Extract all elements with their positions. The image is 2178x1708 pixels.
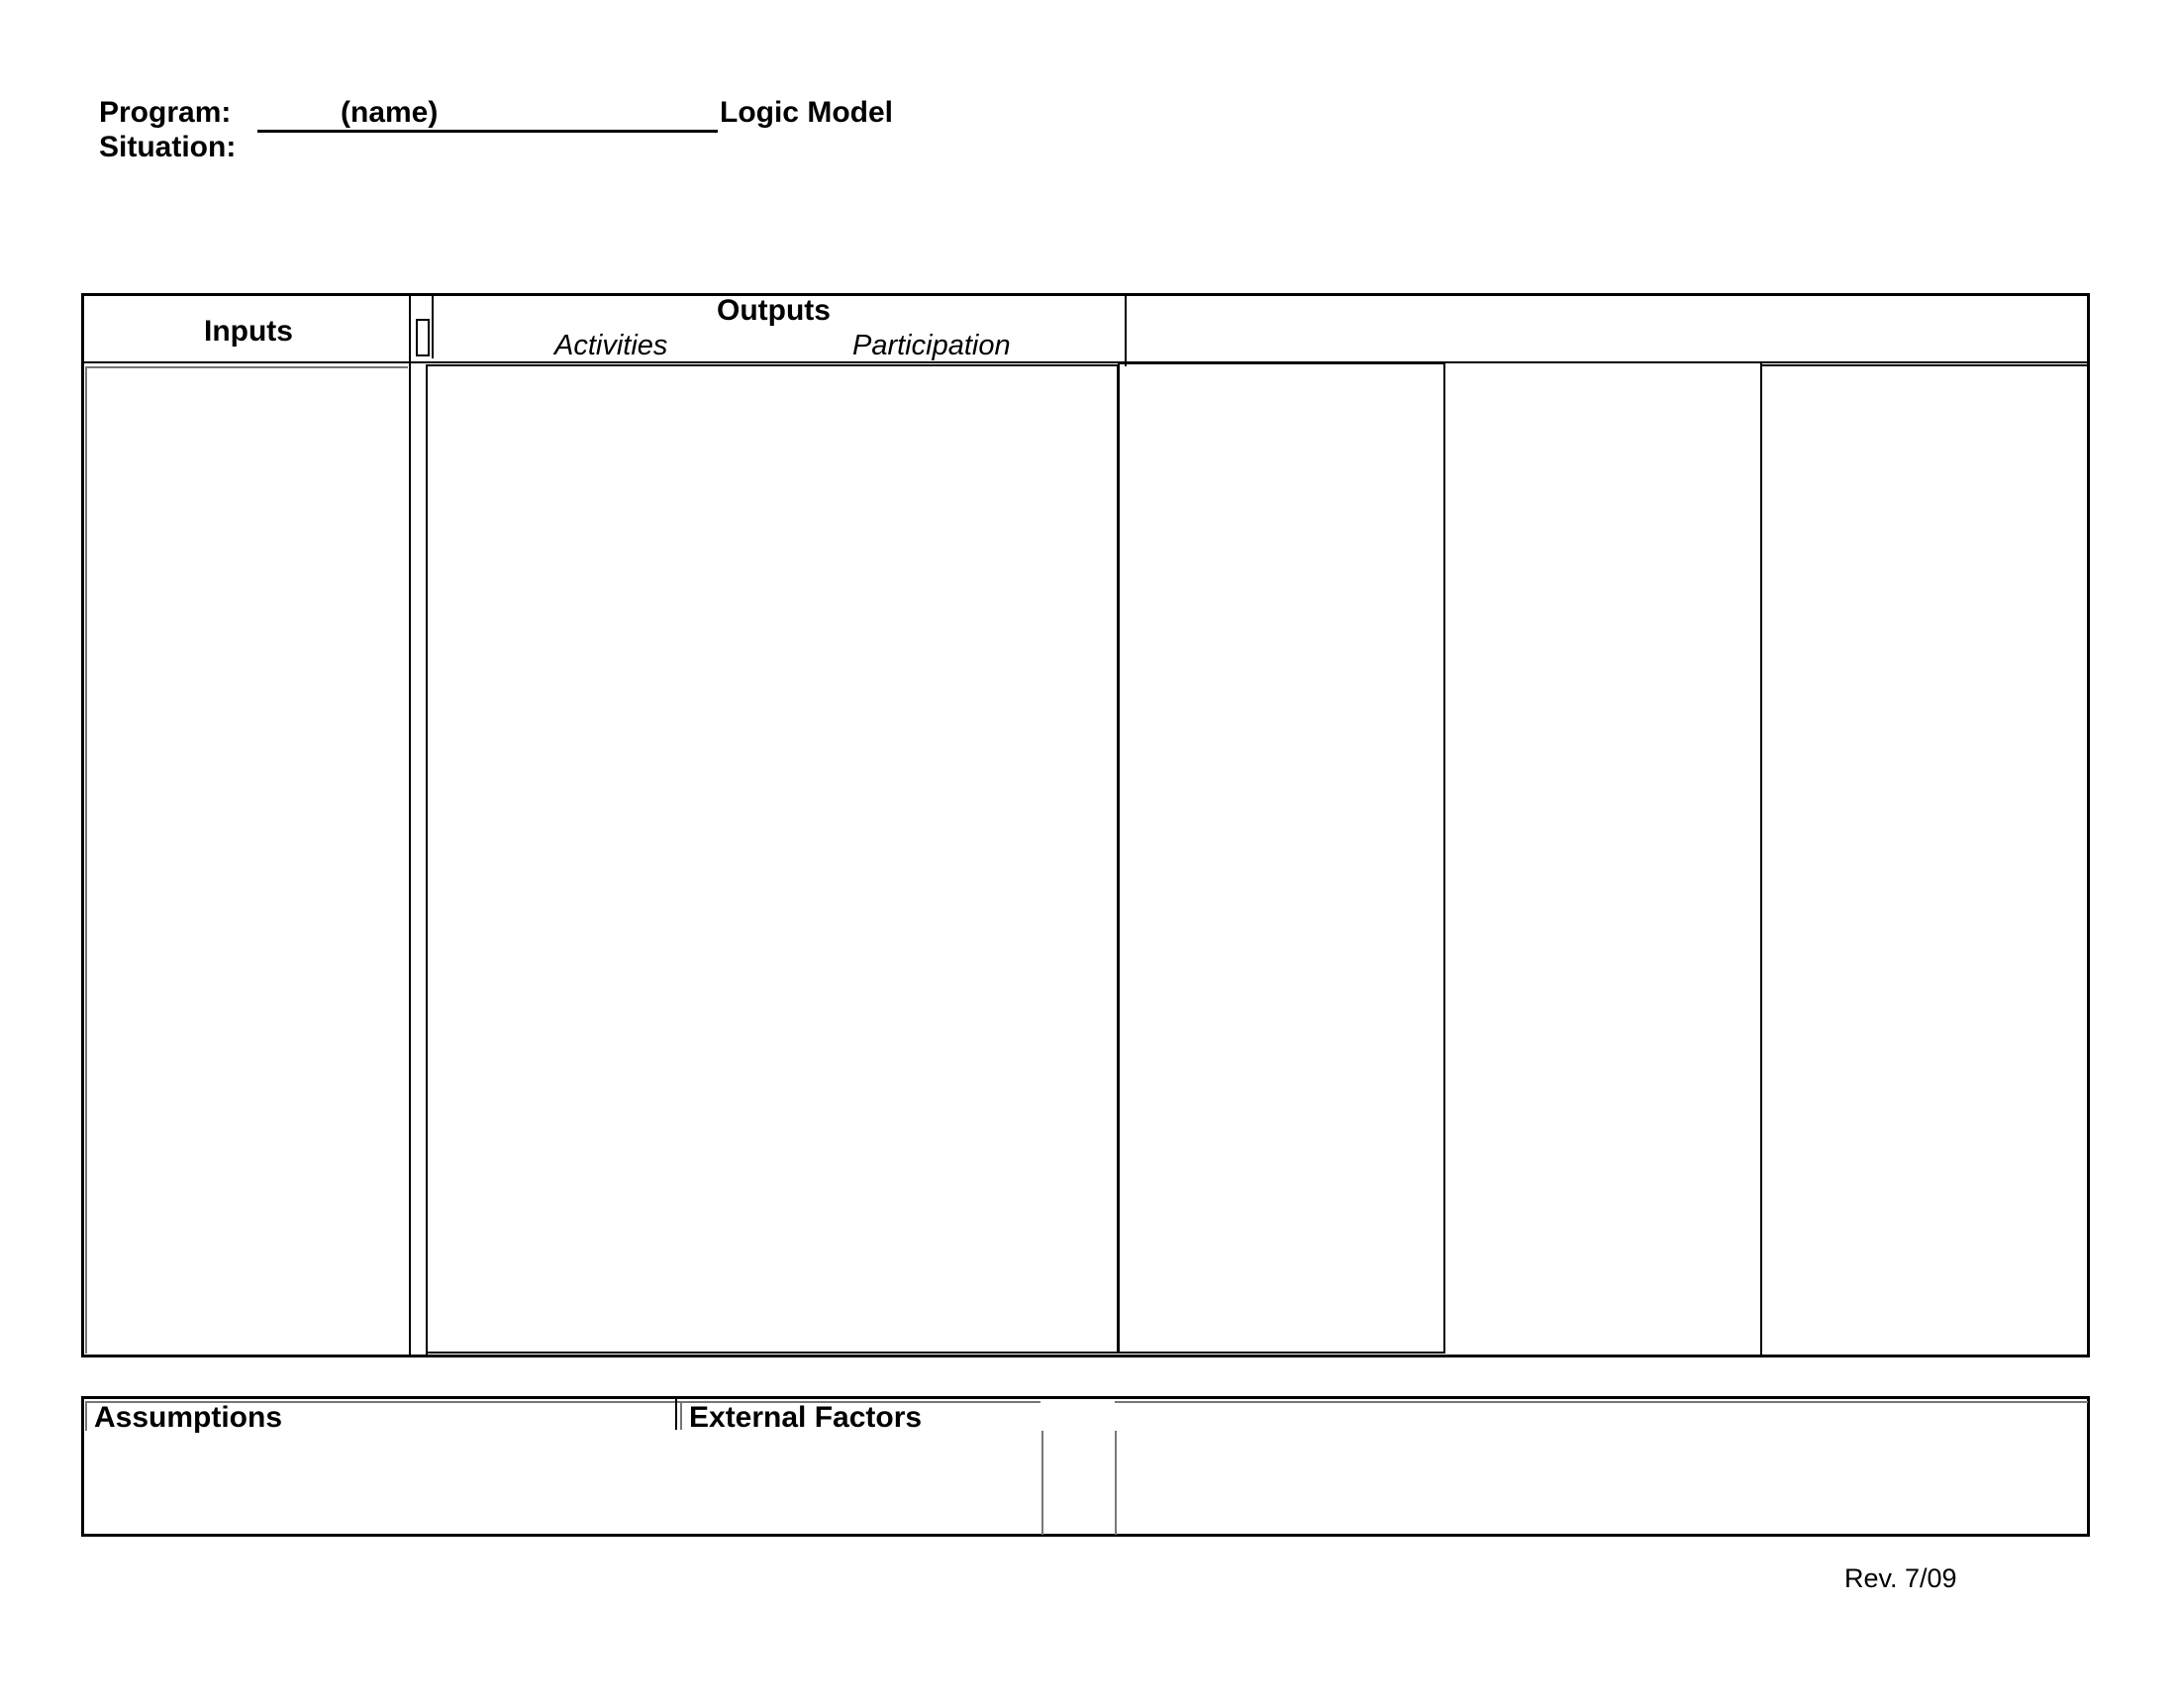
header-row-divider — [83, 361, 2088, 363]
assumptions-left-inner-edge — [85, 1401, 87, 1431]
activities-header: Activities — [554, 330, 668, 361]
bottom-gap-top — [1115, 1401, 2088, 1403]
outcome-column-1 — [1118, 362, 1445, 1354]
inputs-column-divider — [409, 295, 411, 1356]
outputs-tab-marker-line — [432, 295, 434, 358]
assumptions-external-box — [81, 1396, 2090, 1537]
outcome-column-3-top — [1760, 364, 2088, 366]
bottom-gap-right-edge — [1115, 1431, 1117, 1535]
situation-label: Situation: — [99, 131, 237, 163]
outcome-column-2-divider — [1760, 362, 1762, 1356]
logic-model-label: Logic Model — [720, 96, 893, 129]
external-factors-divider — [675, 1396, 677, 1430]
inputs-header: Inputs — [204, 315, 293, 348]
outputs-body-cell — [426, 364, 1119, 1354]
header-row-divider-inner — [85, 366, 408, 368]
assumptions-label: Assumptions — [94, 1401, 283, 1434]
program-name-field[interactable] — [257, 96, 718, 133]
external-factors-right-edge — [1041, 1431, 1043, 1535]
program-label: Program: — [99, 96, 232, 129]
external-factors-divider-inner — [680, 1401, 682, 1430]
outputs-tab-marker — [416, 319, 430, 356]
participation-header: Participation — [852, 330, 1011, 361]
outputs-right-divider — [1125, 295, 1127, 366]
external-factors-label: External Factors — [689, 1401, 923, 1434]
inputs-column-inner-edge — [85, 366, 87, 1354]
revision-label: Rev. 7/09 — [1844, 1563, 1957, 1593]
program-name: (name) — [341, 96, 439, 129]
outputs-header: Outputs — [717, 294, 831, 327]
